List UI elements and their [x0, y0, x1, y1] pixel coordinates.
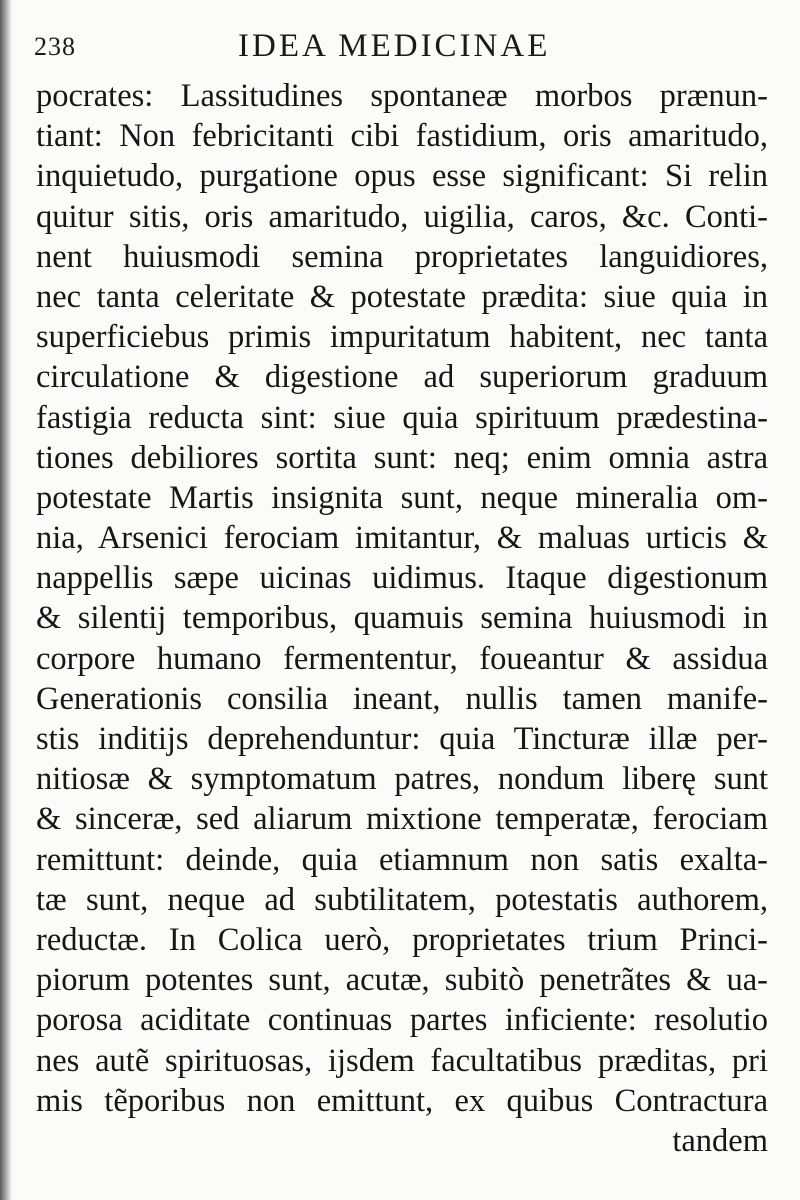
- text-line: tiones debiliores sortita sunt: neq; enim omnia astra: [36, 439, 768, 476]
- text-line: Generationis consilia ineant, nullis tamen manife-: [36, 680, 768, 717]
- text-line: superficiebus primis impuritatum habitent, nec tanta: [36, 319, 768, 356]
- text-line: nappellis sæpe uicinas uidimus. Itaque digestionum: [36, 560, 768, 597]
- text-line: & sinceræ, sed aliarum mixtione temperatæ, ferociam: [36, 801, 768, 838]
- text-line: remittunt: deinde, quia etiamnum non satis exalta-: [36, 841, 768, 878]
- text-line: inquietudo, purgatione opus esse significant: Si relin: [36, 158, 768, 195]
- text-line: stis inditijs deprehenduntur: quia Tincturæ illæ per-: [36, 721, 768, 757]
- text-line: & silentij temporibus, quamuis semina huiusmodi in: [36, 600, 768, 637]
- body-text: [36, 76, 768, 1161]
- running-title: IDEA MEDICINAE: [238, 28, 551, 64]
- text-line: circulatione & digestione ad superiorum graduum: [36, 359, 768, 396]
- text-line: tæ sunt, neque ad subtilitatem, potestatis authorem,: [36, 881, 768, 918]
- text-line: mis tẽporibus non emittunt, ex quibus Contractura: [36, 1082, 768, 1119]
- text-line: nia, Arsenici ferociam imitantur, & maluas urticis &: [36, 520, 768, 557]
- text-line: nent huiusmodi semina proprietates languidiores,: [36, 238, 768, 275]
- catchword: tandem: [672, 1122, 768, 1159]
- text-line: potestate Martis insignita sunt, neque mineralia om-: [36, 479, 768, 516]
- text-line: porosa aciditate continuas partes inficiente: resolutio: [36, 1002, 768, 1039]
- text-line: quitur sitis, oris amaritudo, uigilia, caros, &c. Conti-: [36, 198, 768, 235]
- text-line: nec tanta celeritate & potestate prædita: siue quia in: [36, 278, 768, 315]
- text-line: corpore humano fermententur, foueantur & assidua: [36, 640, 768, 677]
- page-number: 238: [34, 32, 76, 61]
- text-line: pocrates: Lassitudines spontaneæ morbos prænun-: [36, 78, 768, 114]
- text-line: reductæ. In Colica uerò, proprietates trium Princi-: [36, 921, 768, 958]
- text-line: nitiosæ & symptomatum patres, nondum liberę sunt: [36, 761, 768, 798]
- text-line: fastigia reducta sint: siue quia spirituum prædestina-: [36, 399, 768, 436]
- binding-shadow: [0, 0, 12, 1200]
- text-line: piorum potentes sunt, acutæ, subitò penetrãtes & ua-: [36, 962, 768, 999]
- text-line: nes autẽ spirituosas, ijsdem facultatibus præditas, pri: [36, 1042, 768, 1079]
- text-line: tiant: Non febricitanti cibi fastidium, oris amaritudo,: [36, 118, 768, 155]
